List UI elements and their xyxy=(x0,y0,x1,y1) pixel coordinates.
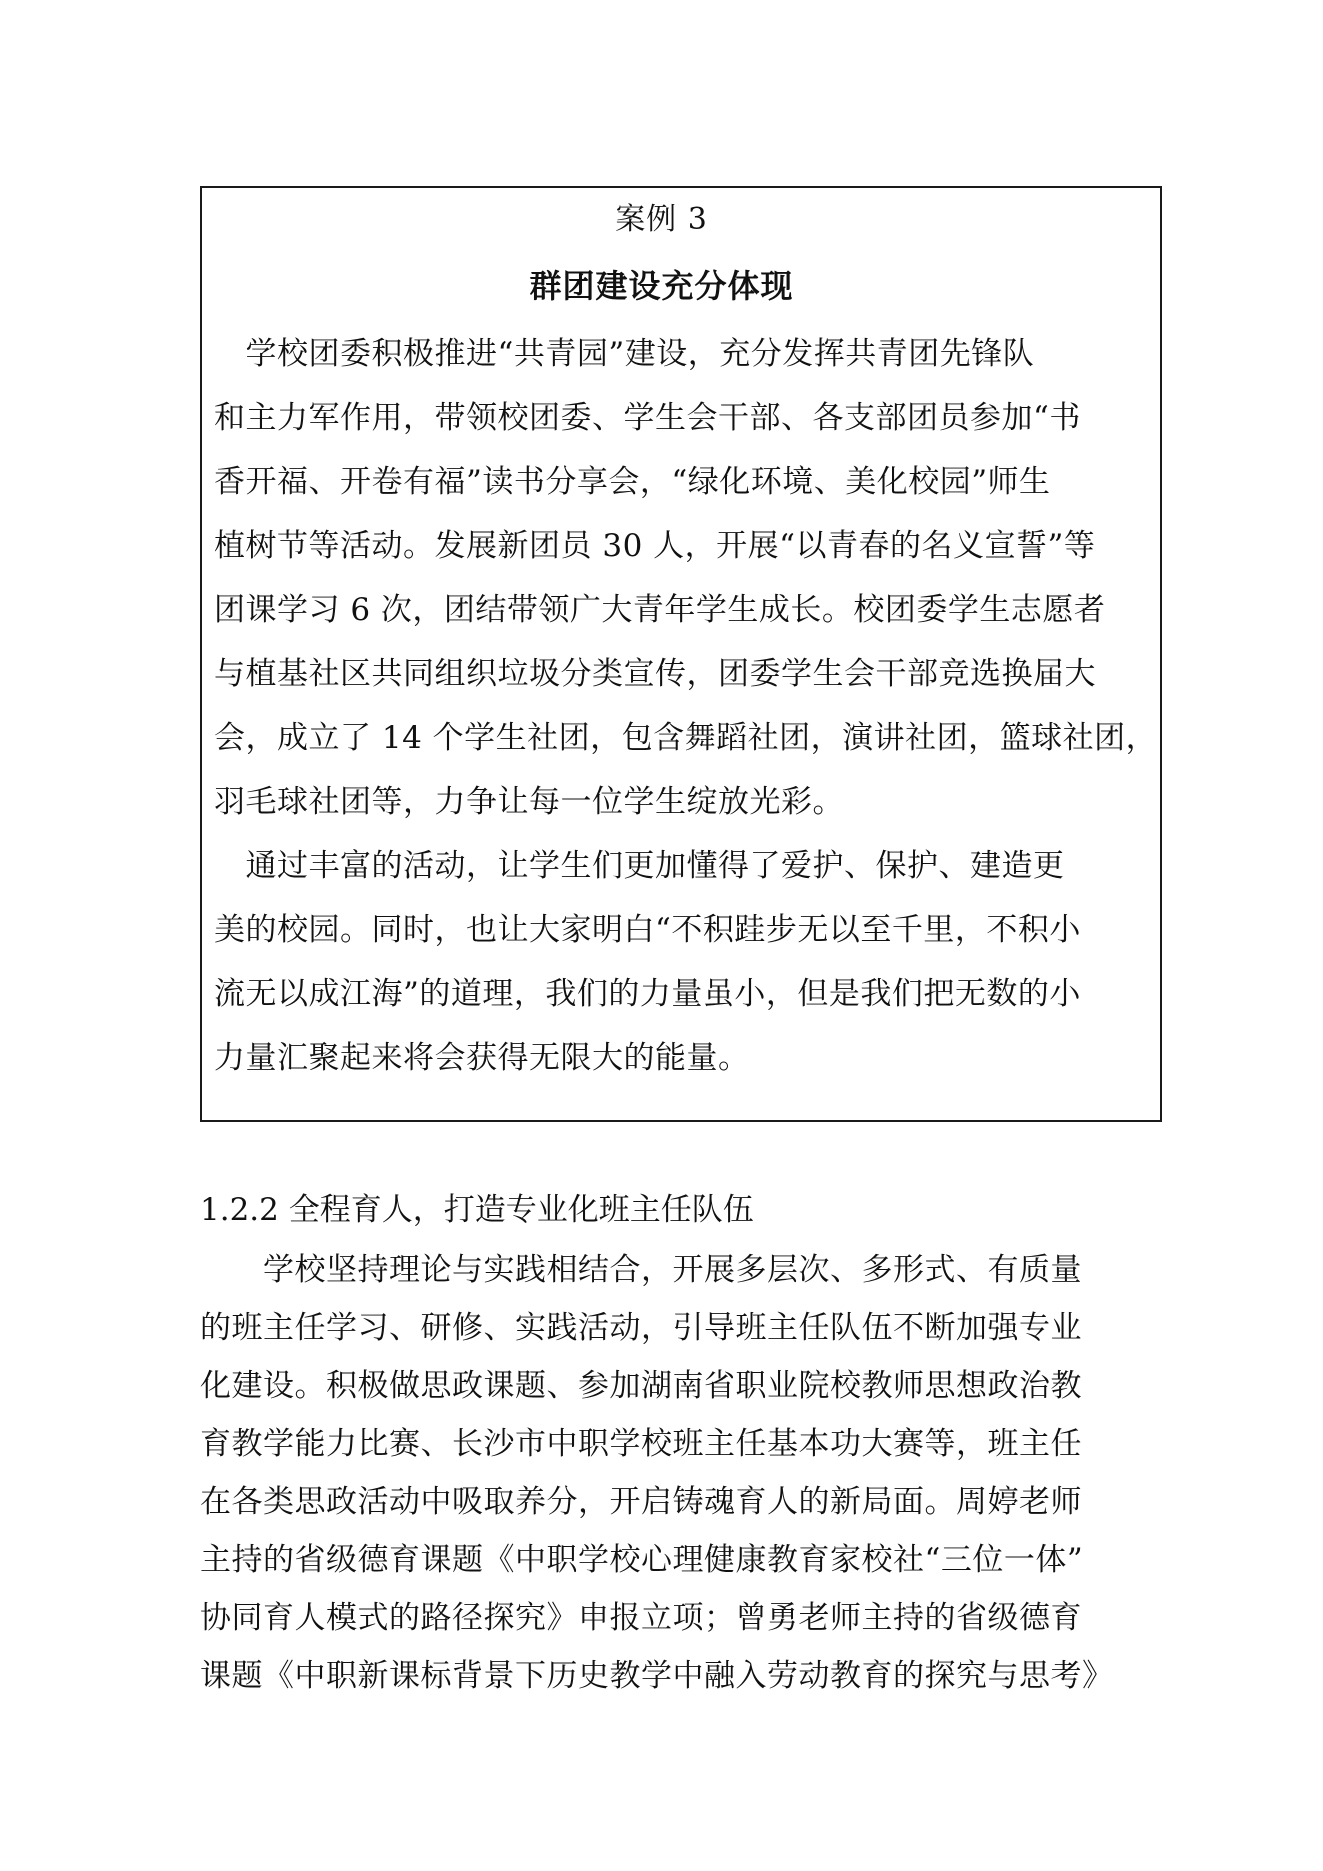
body-paragraph-line: 主持的省级德育课题《中职学校心理健康教育家校社“三位一体” xyxy=(200,1542,1084,1578)
body-paragraph-line: 协同育人模式的路径探究》申报立项；曾勇老师主持的省级德育 xyxy=(200,1600,1082,1636)
case-paragraph-line: 美的校园。同时，也让大家明白“不积跬步无以至千里，不积小 xyxy=(214,912,1081,948)
case-paragraph-line: 通过丰富的活动，让学生们更加懂得了爱护、保护、建造更 xyxy=(214,848,1065,884)
body-paragraph-line: 育教学能力比赛、长沙市中职学校班主任基本功大赛等，班主任 xyxy=(200,1426,1082,1462)
case-paragraph-line: 流无以成江海”的道理，我们的力量虽小，但是我们把无数的小 xyxy=(214,976,1081,1012)
case-paragraph-line: 植树节等活动。发展新团员 30 人，开展“以青春的名义宣誓”等 xyxy=(214,528,1096,564)
body-paragraph-line: 在各类思政活动中吸取养分，开启铸魂育人的新局面。周婷老师 xyxy=(200,1484,1082,1520)
case-paragraph-line: 学校团委积极推进“共青园”建设，充分发挥共青团先锋队 xyxy=(214,336,1035,372)
section-heading: 1.2.2 全程育人，打造专业化班主任队伍 xyxy=(200,1192,754,1228)
body-paragraph-line: 课题《中职新课标背景下历史教学中融入劳动教育的探究与思考》 xyxy=(200,1658,1114,1694)
case-paragraph-line: 力量汇聚起来将会获得无限大的能量。 xyxy=(214,1040,750,1076)
case-title: 群团建设充分体现 xyxy=(529,267,794,305)
case-paragraph-line: 和主力军作用，带领校团委、学生会干部、各支部团员参加“书 xyxy=(214,400,1081,436)
body-paragraph-line: 学校坚持理论与实践相结合，开展多层次、多形式、有质量 xyxy=(200,1252,1082,1288)
body-paragraph-line: 化建设。积极做思政课题、参加湖南省职业院校教师思想政治教 xyxy=(200,1368,1082,1404)
case-paragraph-line: 香开福、开卷有福”读书分享会，“绿化环境、美化校园”师生 xyxy=(214,464,1051,500)
case-paragraph-line: 羽毛球社团等，力争让每一位学生绽放光彩。 xyxy=(214,784,844,820)
case-paragraph-line: 与植基社区共同组织垃圾分类宣传，团委学生会干部竞选换届大 xyxy=(214,656,1096,692)
case-paragraph-line: 会，成立了 14 个学生社团，包含舞蹈社团，演讲社团，篮球社团， xyxy=(214,720,1158,756)
case-paragraph-line: 团课学习 6 次，团结带领广大青年学生成长。校团委学生志愿者 xyxy=(214,592,1106,628)
body-paragraph-line: 的班主任学习、研修、实践活动，引导班主任队伍不断加强专业 xyxy=(200,1310,1082,1346)
case-label: 案例 3 xyxy=(615,202,708,237)
